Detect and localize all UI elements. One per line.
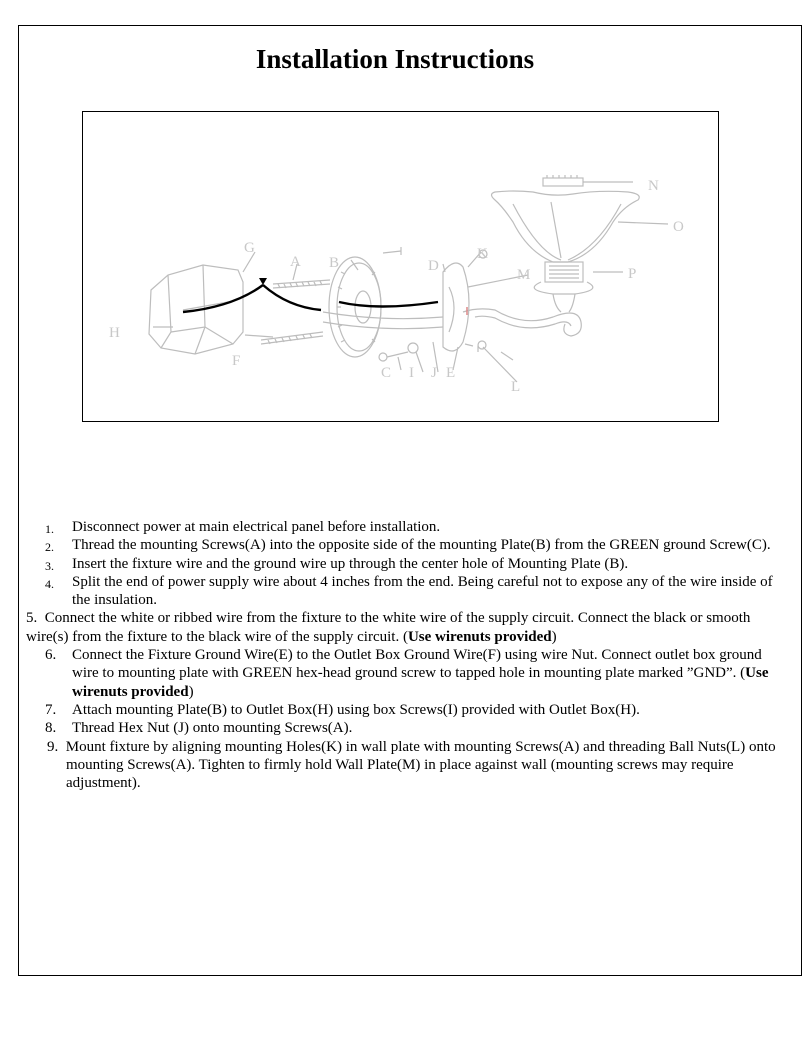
instruction-step	[45, 573, 790, 610]
instruction-step	[45, 518, 790, 536]
label-p: P	[628, 266, 637, 282]
step-text: Connect the white or ribbed wire from the fixture to the white wire of the supply circuit. Connect the black or smooth wire(s) from the fixture to the black wire of the supply circuit. (	[26, 610, 751, 645]
step-number: 9.	[47, 738, 59, 755]
instruction-step	[45, 646, 790, 701]
label-h: H	[109, 325, 120, 341]
step-text: Thread Hex Nut (J) onto mounting Screws(A).	[72, 720, 353, 737]
step-bold-text: Use wirenuts provided	[407, 628, 552, 645]
step-text: Disconnect power at main electrical panel before installation.	[72, 519, 441, 535]
diagram-svg	[83, 112, 720, 423]
step-text: Insert the fixture wire and the ground wire up through the center hole of Mounting Plate (B).	[72, 555, 629, 572]
label-o: O	[673, 219, 684, 235]
step-text: Thread the mounting Screws(A) into the opposite side of the mounting Plate(B) from the GREEN ground Screw(C).	[72, 537, 771, 554]
label-f: F	[232, 353, 241, 369]
label-b: B	[329, 255, 340, 271]
socket	[545, 262, 583, 282]
step-number: 8.	[45, 720, 57, 737]
instruction-step	[45, 555, 790, 573]
step-text: Connect the Fixture Ground Wire(E) to the Outlet Box Ground Wire(F) using wire Nut. Connect outlet box ground wire to mounting plate with GREEN hex-head ground screw to tapped hole in mounting plate marked ”GND”. (	[72, 647, 762, 682]
instruction-list	[26, 518, 790, 792]
step-bold-text: Use wirenuts provided	[72, 665, 769, 700]
step-number: 4.	[45, 576, 54, 591]
step-number: 6.	[45, 647, 57, 664]
step-number: 2.	[45, 540, 54, 555]
label-l: L	[511, 379, 521, 395]
instruction-step	[47, 738, 790, 793]
page-title: Installation Instructions	[255, 44, 535, 74]
step-text: Mount fixture by aligning mounting Holes(K) in wall plate with mounting Screws(A) and threading Ball Nuts(L) onto mounting Screws(A). Tighten to firmly hold Wall Plate(M) in place against wall (mounting screws may require adjustment).	[65, 738, 776, 792]
instruction-step	[45, 536, 790, 554]
label-e: E	[446, 365, 456, 381]
label-m: M	[517, 267, 531, 283]
glass-shade	[492, 191, 640, 262]
step-text-end: )	[188, 683, 194, 700]
step-text-end: )	[551, 628, 557, 645]
instruction-step	[45, 701, 790, 719]
exploded-diagram	[82, 111, 719, 422]
wall-plate	[443, 263, 469, 351]
label-k: K	[477, 246, 488, 262]
step-number: 1.	[45, 522, 54, 536]
instruction-step	[45, 719, 790, 737]
label-n: N	[648, 178, 659, 194]
step-number: 5.	[26, 610, 38, 627]
label-c: C	[381, 365, 392, 381]
step-number: 3.	[45, 558, 54, 573]
supply-wires	[183, 285, 438, 312]
step-number: 7.	[45, 701, 57, 718]
step-text: Split the end of power supply wire about 4 inches from the end. Being careful not to expose any of the wire inside of the insulation.	[72, 573, 773, 609]
instruction-step	[26, 609, 790, 646]
label-i: I	[409, 365, 414, 381]
label-g: G	[244, 240, 255, 256]
label-a: A	[290, 254, 301, 270]
label-d: D	[428, 258, 439, 274]
label-j: J	[431, 365, 437, 381]
step-text: Attach mounting Plate(B) to Outlet Box(H) using box Screws(I) provided with Outlet Box(H).	[72, 701, 640, 718]
